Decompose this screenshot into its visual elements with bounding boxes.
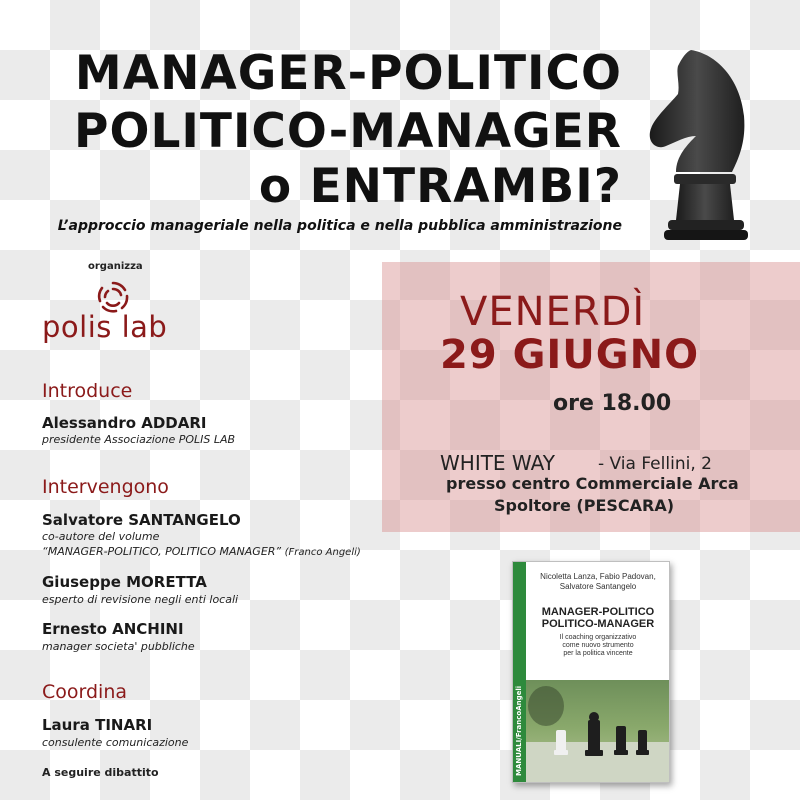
book-spine-text: MANUALI/FrancoAngeli — [515, 685, 523, 776]
speaker-role: esperto di revisione negli enti locali — [42, 593, 239, 606]
speaker-book-title: “MANAGER-POLITICO, POLITICO MANAGER” — [42, 545, 282, 558]
footer-note: A seguire dibattito — [42, 766, 159, 779]
chess-pieces-photo — [526, 680, 670, 783]
polis-lab-logo-mark — [96, 280, 130, 314]
book-authors — [531, 572, 665, 592]
book-subtitle-line-3: per la politica vincente — [563, 650, 633, 657]
speaker-name: Giuseppe MORETTA — [42, 573, 207, 591]
moderator-label: Coordina — [42, 681, 128, 703]
moderator-name: Laura TINARI — [42, 716, 153, 734]
speaker-role-book — [42, 545, 361, 558]
event-time: ore 18.00 — [553, 391, 672, 416]
speaker-name: Ernesto ANCHINI — [42, 620, 184, 638]
introduce-label: Introduce — [42, 380, 133, 402]
book-authors-line-2: Salvatore Santangelo — [559, 582, 637, 591]
organizer-label: organizza — [88, 261, 143, 272]
event-date: 29 GIUGNO — [440, 332, 700, 378]
chess-knight-icon — [636, 44, 756, 244]
venue-location: presso centro Commerciale Arca — [446, 474, 739, 493]
venue-city: Spoltore (PESCARA) — [494, 496, 675, 515]
book-title-line-1: MANAGER-POLITICO — [541, 606, 655, 618]
book-authors-line-1: Nicoletta Lanza, Fabio Padovan, — [540, 572, 656, 581]
book-title — [531, 606, 665, 630]
speaker-book-publisher: (Franco Angeli) — [284, 547, 361, 558]
book-subtitle-line-1: Il coaching organizzativo — [559, 634, 637, 641]
speakers-label: Intervengono — [42, 476, 169, 498]
speaker-role: co-autore del volume — [42, 530, 160, 543]
polis-lab-logo-text: polis lab — [42, 310, 168, 344]
book-cover-photo — [526, 680, 670, 783]
book-spine — [513, 562, 526, 782]
venue-name: WHITE WAY — [440, 451, 555, 475]
introducer-name: Alessandro ADDARI — [42, 414, 207, 432]
moderator-role: consulente comunicazione — [42, 736, 189, 749]
title-line-2: POLITICO-MANAGER — [74, 104, 622, 159]
event-day: VENERDÌ — [460, 289, 646, 335]
introducer-role: presidente Associazione POLIS LAB — [42, 433, 236, 446]
book-cover — [512, 561, 670, 783]
venue-address: - Via Fellini, 2 — [598, 454, 712, 474]
subtitle: L’approccio manageriale nella politica e nella pubblica amministrazione — [57, 218, 622, 234]
speaker-name: Salvatore SANTANGELO — [42, 511, 241, 529]
title-line-3: o ENTRAMBI? — [258, 159, 622, 214]
title-line-1: MANAGER-POLITICO — [74, 46, 622, 101]
book-title-line-2: POLITICO-MANAGER — [541, 618, 655, 630]
speaker-role: manager societa' pubbliche — [42, 640, 195, 653]
book-subtitle — [531, 634, 665, 658]
book-subtitle-line-2: come nuovo strumento — [562, 642, 634, 649]
